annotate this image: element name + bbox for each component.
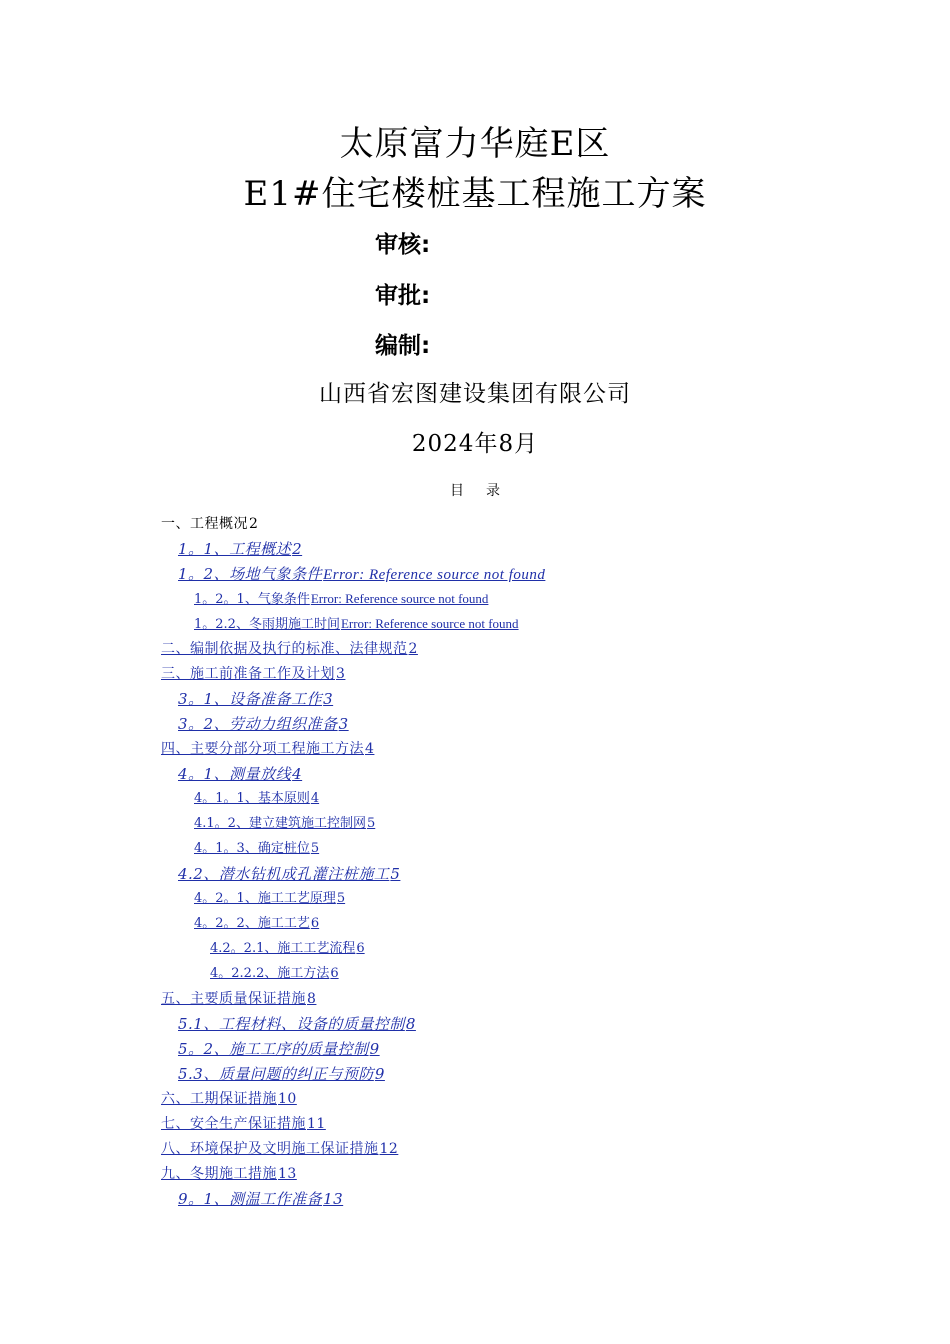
toc-entry[interactable] — [161, 639, 418, 659]
toc-entry-label: 4.2。2.1、施工工艺流程 — [210, 941, 356, 956]
toc-entry-page: 8 — [405, 1015, 416, 1033]
toc-entry[interactable] — [161, 1114, 326, 1134]
toc-entry-label: 1。2.2、冬雨期施工时间 — [194, 617, 340, 632]
toc-entry-page: 2 — [292, 540, 303, 558]
toc-entry[interactable] — [178, 539, 302, 559]
toc-entry[interactable] — [161, 989, 316, 1009]
toc-entry-label: 五、主要质量保证措施 — [161, 991, 306, 1007]
toc-entry-page: 6 — [356, 941, 365, 956]
company-name: 山西省宏图建设集团有限公司 — [319, 381, 631, 407]
toc-entry[interactable] — [178, 1014, 416, 1034]
toc-entry-page: 6 — [310, 916, 320, 931]
toc-entry-label: 4。1、测量放线 — [178, 765, 292, 783]
toc-entry-page: 9 — [369, 1040, 380, 1058]
toc-entry[interactable] — [178, 764, 302, 784]
compile-label: 编制: — [375, 333, 431, 359]
toc-entry[interactable] — [194, 914, 319, 934]
toc-entry-label: 1。2。1、气象条件 — [194, 592, 310, 607]
toc-entry-page: 5 — [310, 841, 320, 856]
toc-entry-page: 4 — [292, 765, 303, 783]
toc-entry-label: 六、工期保证措施 — [161, 1091, 277, 1107]
toc-entry-label: 1。2、场地气象条件 — [178, 565, 323, 583]
toc-entry-label: 1。1、工程概述 — [178, 540, 292, 558]
toc-entry[interactable] — [178, 564, 545, 585]
toc-entry-page: 4 — [365, 741, 375, 757]
toc-entry-page: 9 — [374, 1065, 385, 1083]
document-title-line2: E1#住宅楼桩基工程施工方案 — [243, 174, 707, 214]
toc-entry[interactable] — [178, 689, 333, 709]
toc-entry[interactable] — [178, 1039, 380, 1059]
toc-entry[interactable] — [161, 739, 374, 759]
toc-entry-page: 5 — [366, 816, 376, 831]
toc-entry[interactable] — [161, 664, 345, 684]
toc-entry-label: 3。1、设备准备工作 — [178, 690, 323, 708]
toc-entry-label: 4.2、潜水钻机成孔灌注桩施工 — [178, 865, 390, 883]
toc-entry-page: Error: Reference source not found — [340, 616, 519, 631]
toc-entry-label: 5.1、工程材料、设备的质量控制 — [178, 1015, 405, 1033]
toc-entry-label: 四、主要分部分项工程施工方法 — [161, 741, 364, 757]
toc-entry-page: 3 — [336, 666, 346, 682]
toc-entry-page: 10 — [278, 1091, 297, 1107]
toc-entry[interactable] — [178, 1064, 385, 1084]
toc-entry[interactable] — [210, 964, 339, 984]
toc-entry[interactable] — [178, 864, 400, 884]
toc-entry-label: 一、工程概况 — [161, 516, 248, 532]
toc-entry-label: 4。2.2.2、施工方法 — [210, 966, 330, 981]
toc-entry-page: 2 — [408, 641, 418, 657]
toc-entry-page: 5 — [336, 891, 346, 906]
toc-entry-label: 4.1。2、建立建筑施工控制网 — [194, 816, 366, 831]
toc-entry-label: 二、编制依据及执行的标准、法律规范 — [161, 641, 408, 657]
toc-entry-page: 3 — [323, 690, 334, 708]
toc-entry[interactable] — [194, 614, 519, 635]
toc-entry-page: 4 — [310, 791, 320, 806]
toc-entry-page: Error: Reference source not found — [323, 567, 546, 583]
toc-entry-page: 2 — [249, 516, 259, 532]
toc-entry-label: 5。2、施工工序的质量控制 — [178, 1040, 369, 1058]
document-title-line1: 太原富力华庭E区 — [339, 124, 611, 164]
toc-entry[interactable] — [194, 814, 375, 834]
toc-entry[interactable] — [178, 714, 349, 734]
toc-entry-page: 13 — [323, 1190, 344, 1208]
toc-entry-label: 4。2。2、施工工艺 — [194, 916, 310, 931]
toc-entry[interactable] — [194, 589, 488, 610]
toc-entry[interactable] — [178, 1189, 343, 1209]
toc-entry-page: 12 — [379, 1141, 399, 1157]
toc-entry[interactable] — [161, 1089, 297, 1109]
toc-entry — [161, 514, 258, 534]
toc-entry-label: 9。1、测温工作准备 — [178, 1190, 323, 1208]
toc-entry[interactable] — [194, 789, 319, 809]
toc-entry[interactable] — [194, 839, 319, 859]
toc-entry-label: 七、安全生产保证措施 — [161, 1116, 306, 1132]
toc-entry[interactable] — [161, 1139, 398, 1159]
toc-entry[interactable] — [210, 939, 365, 959]
approve-label: 审批: — [375, 283, 431, 309]
toc-entry-page: 5 — [390, 865, 401, 883]
document-date: 2024年8月 — [411, 431, 539, 457]
toc-heading: 目录 — [450, 483, 522, 499]
toc-entry-label: 5.3、质量问题的纠正与预防 — [178, 1065, 374, 1083]
toc-entry-page: 8 — [307, 991, 317, 1007]
toc-entry[interactable] — [194, 889, 345, 909]
toc-entry-label: 八、环境保护及文明施工保证措施 — [161, 1141, 379, 1157]
toc-entry-page: 6 — [330, 966, 339, 981]
toc-entry-label: 九、冬期施工措施 — [161, 1166, 277, 1182]
toc-entry-page: 3 — [338, 715, 349, 733]
toc-entry-page: 13 — [278, 1166, 297, 1182]
toc-entry[interactable] — [161, 1164, 297, 1184]
toc-entry-label: 4。1。3、确定桩位 — [194, 841, 310, 856]
toc-entry-label: 3。2、劳动力组织准备 — [178, 715, 338, 733]
toc-entry-page: 11 — [307, 1116, 326, 1132]
toc-entry-label: 4。2。1、施工工艺原理 — [194, 891, 336, 906]
toc-entry-label: 4。1。1、基本原则 — [194, 791, 310, 806]
review-label: 审核: — [375, 232, 431, 258]
toc-entry-page: Error: Reference source not found — [310, 591, 489, 606]
toc-entry-label: 三、施工前准备工作及计划 — [161, 666, 335, 682]
